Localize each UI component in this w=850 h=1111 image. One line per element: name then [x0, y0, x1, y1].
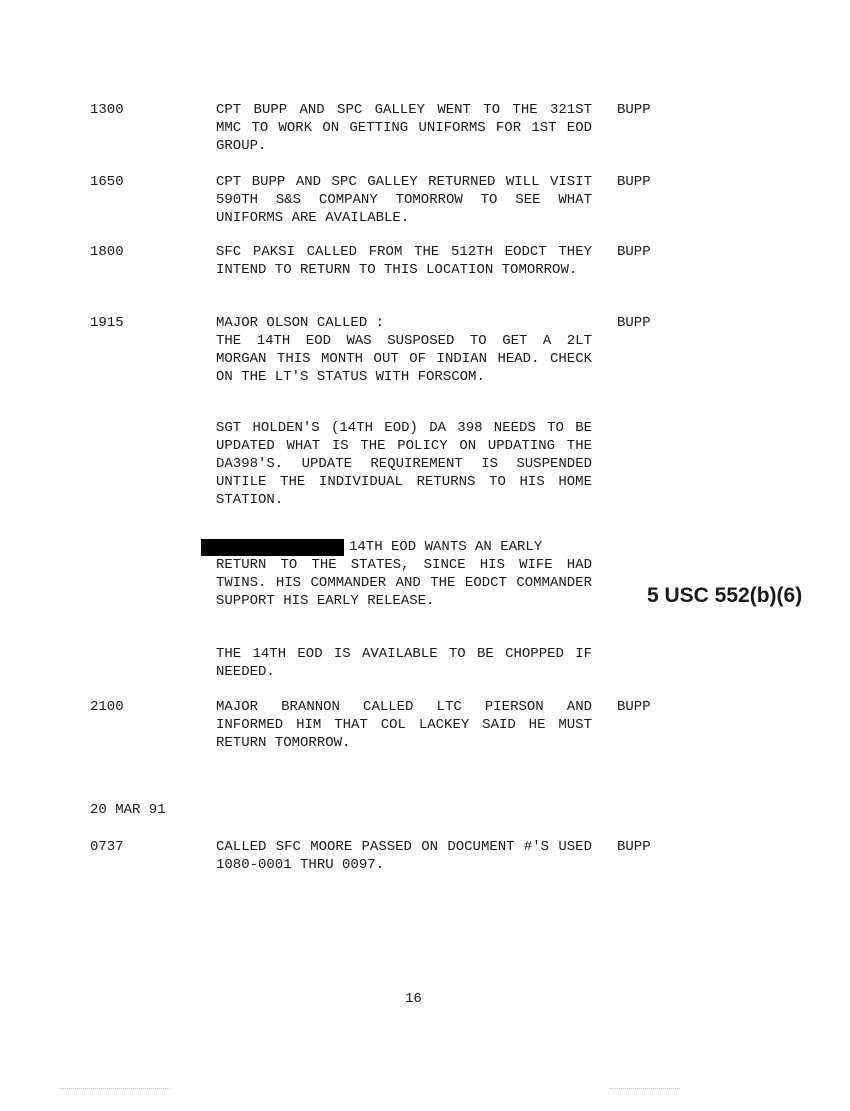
date-heading: 20 MAR 91 — [90, 802, 166, 818]
entry-text-0737: CALLED SFC MOORE PASSED ON DOCUMENT #'S USED 1080-0001 THRU 0097. — [216, 839, 592, 873]
paragraph-early-return-first-line: 14TH EOD WANTS AN EARLY — [349, 539, 543, 555]
entry-initials-0737: BUPP — [617, 839, 651, 855]
entry-time-1650: 1650 — [90, 174, 124, 190]
entry-initials-1650: BUPP — [617, 174, 651, 190]
scan-noise-right — [610, 1088, 680, 1090]
entry-initials-2100: BUPP — [617, 699, 651, 715]
entry-text-2100: MAJOR BRANNON CALLED LTC PIERSON AND INFORMED HIM THAT COL LACKEY SAID HE MUST RETURN TOMORROW. — [216, 699, 592, 751]
entry-initials-1800: BUPP — [617, 244, 651, 260]
entry-text-1650: CPT BUPP AND SPC GALLEY RETURNED WILL VISIT 590TH S&S COMPANY TOMORROW TO SEE WHAT UNIFORMS ARE AVAILABLE. — [216, 174, 592, 226]
entry-time-0737: 0737 — [90, 839, 124, 855]
entry-text-1915: MAJOR OLSON CALLED : THE 14TH EOD WAS SUSPOSED TO GET A 2LT MORGAN THIS MONTH OUT OF INDIAN HEAD. CHECK ON THE LT'S STATUS WITH FORSCOM. — [216, 315, 592, 385]
paragraph-early-return: RETURN TO THE STATES, SINCE HIS WIFE HAD TWINS. HIS COMMANDER AND THE EODCT COMMANDER SUPPORT HIS EARLY RELEASE. — [216, 557, 592, 609]
entry-initials-1300: BUPP — [617, 102, 651, 118]
exemption-stamp: 5 USC 552(b)(6) — [647, 584, 803, 607]
entry-time-1915: 1915 — [90, 315, 124, 331]
entry-text-1300: CPT BUPP AND SPC GALLEY WENT TO THE 321ST MMC TO WORK ON GETTING UNIFORMS FOR 1ST EOD GROUP. — [216, 102, 592, 154]
paragraph-holden-da398: SGT HOLDEN'S (14TH EOD) DA 398 NEEDS TO BE UPDATED WHAT IS THE POLICY ON UPDATING THE DA398'S. UPDATE REQUIREMENT IS SUSPENDED UNTILE THE INDIVIDUAL RETURNS TO HIS HOME STATION. — [216, 420, 592, 508]
paragraph-chopped: THE 14TH EOD IS AVAILABLE TO BE CHOPPED IF NEEDED. — [216, 646, 592, 680]
page-number: 16 — [405, 991, 422, 1007]
entry-time-1800: 1800 — [90, 244, 124, 260]
scan-noise-left — [60, 1088, 170, 1090]
entry-text-1800: SFC PAKSI CALLED FROM THE 512TH EODCT THEY INTEND TO RETURN TO THIS LOCATION TOMORROW. — [216, 244, 592, 278]
entry-time-2100: 2100 — [90, 699, 124, 715]
entry-initials-1915: BUPP — [617, 315, 651, 331]
entry-time-1300: 1300 — [90, 102, 124, 118]
redaction-block — [201, 539, 344, 556]
